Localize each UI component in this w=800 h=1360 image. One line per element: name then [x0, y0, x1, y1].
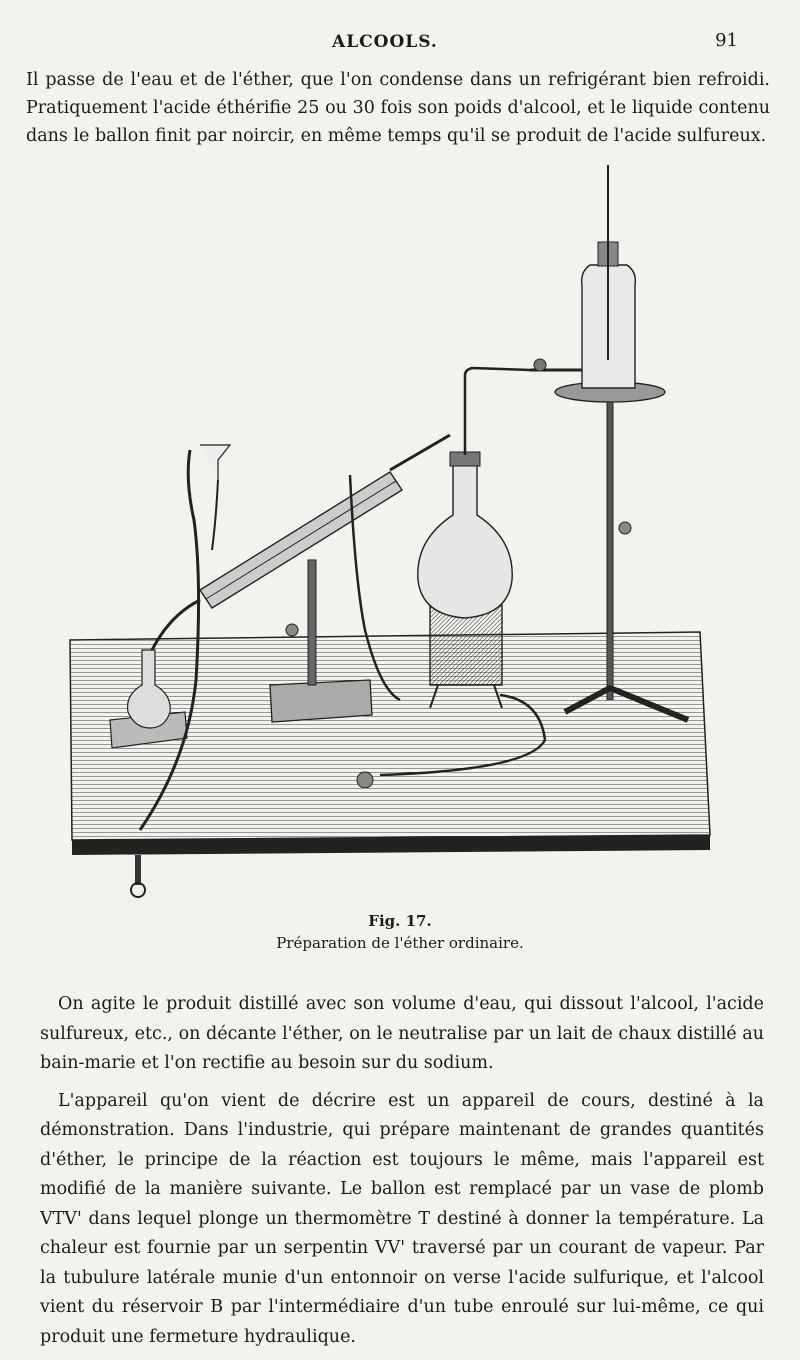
page-number: 91	[715, 30, 738, 51]
ether-apparatus-engraving	[60, 160, 720, 900]
page-header	[0, 30, 800, 54]
body-paragraph-1: On agite le produit distillé avec son volume d'eau, qui dissout l'alcool, l'acide sulfureux, etc., on décante l'éther, on le neutralise par un lait de chaux distillé au bain-marie et l'on rectifie au besoin sur du sodium.	[40, 994, 764, 1073]
figure-title: Préparation de l'éther ordinaire.	[276, 934, 524, 952]
figure-illustration	[60, 160, 720, 900]
reservoir-bottle	[530, 165, 635, 388]
intro-paragraph: Il passe de l'eau et de l'éther, que l'on condense dans un refrigérant bien refroidi. Pratiquement l'acide éthérifie 25 ou 30 fois son poids d'alcool, et le liquide contenu dans le ballon finit par noircir, en même temps qu'il se produit de l'acide sulfureux.	[26, 70, 770, 146]
body-text	[40, 990, 764, 1360]
figure-label: Fig. 17.	[368, 912, 432, 930]
table	[70, 632, 710, 897]
running-title: ALCOOLS.	[332, 32, 438, 52]
figure-caption	[0, 910, 800, 954]
body-paragraph-2: L'appareil qu'on vient de décrire est un appareil de cours, destiné à la démonstration. Dans l'industrie, qui prépare maintenant de grandes quantités d'éther, le principe de la réaction est toujours le même, mais l'appareil est modifié de la manière suivante. Le ballon est remplacé par un vase de plomb VTV' dans lequel plonge un thermomètre T destiné à donner la température. La chaleur est fournie par un serpentin VV' traversé par un courant de vapeur. Par la tubulure latérale munie d'un entonnoir on verse l'acide sulfurique, et l'alcool vient du réservoir B par l'intermédiaire d'un tube enroulé sur lui-même, ce qui produit une fermeture hydraulique.	[40, 1090, 764, 1347]
